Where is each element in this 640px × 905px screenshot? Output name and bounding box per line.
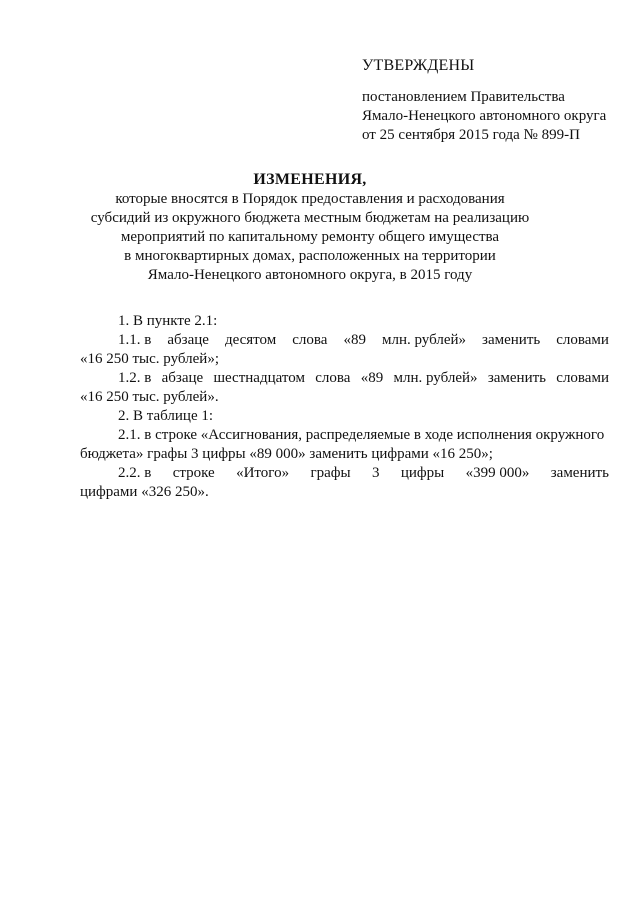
document-heading: ИЗМЕНЕНИЯ, (253, 171, 367, 188)
item-2-1-line-2: бюджета» графы 3 цифры «89 000» заменить цифрами «16 250»; (80, 446, 493, 462)
approval-title: УТВЕРЖДЕНЫ (362, 57, 475, 74)
document-subtitle (80, 190, 540, 285)
word: словами (556, 332, 609, 348)
word: графы (310, 465, 351, 481)
word: абзаце (167, 332, 209, 348)
word: 1.1. в (118, 332, 152, 348)
word: заменить (550, 465, 609, 481)
approval-line-1: постановлением Правительства (362, 89, 565, 105)
item-1-2-line-2: «16 250 тыс. рублей». (80, 389, 219, 405)
word: «89 (343, 332, 366, 348)
word: «399 000» (465, 465, 530, 481)
subtitle-line-2: субсидий из окружного бюджета местным бюджетам на реализацию (90, 210, 530, 226)
item-1-1-line-1 (80, 331, 609, 350)
word: 3 (371, 465, 380, 481)
word: млн. рублей» (381, 332, 467, 348)
subtitle-line-3: мероприятий по капитальному ремонту общего имущества (120, 229, 500, 245)
approval-block (362, 56, 632, 145)
item-2-1-line-1 (80, 426, 609, 445)
item-2-text: 2. В таблице 1: (118, 408, 214, 424)
approval-line-3: от 25 сентября 2015 года № 899-П (362, 127, 580, 143)
word: слова (292, 332, 328, 348)
word: строке (172, 465, 215, 481)
word: заменить (487, 370, 546, 386)
item-1-1-line-2: «16 250 тыс. рублей»; (80, 351, 219, 367)
word: словами (556, 370, 609, 386)
word: абзаце (161, 370, 204, 386)
word: заменить (482, 332, 541, 348)
word: млн. рублей» (393, 370, 478, 386)
document-body (80, 312, 609, 502)
item-2-1-text: 2.1. в строке «Ассигнования, распределяемые в ходе исполнения окружного (118, 427, 605, 443)
approval-line-2: Ямало-Ненецкого автономного округа (362, 108, 607, 124)
word: «89 (360, 370, 384, 386)
item-2-2-line-2: цифрами «326 250». (80, 484, 209, 500)
word: 2.2. в (118, 465, 152, 481)
item-1-text: 1. В пункте 2.1: (118, 313, 218, 329)
word: цифры (400, 465, 445, 481)
word: 1.2. в (118, 370, 152, 386)
subtitle-line-5: Ямало-Ненецкого автономного округа, в 2015 году (147, 267, 473, 283)
word: десятом (224, 332, 277, 348)
word: «Итого» (236, 465, 290, 481)
subtitle-line-1: которые вносятся в Порядок предоставления и расходования (115, 191, 505, 207)
item-2-2-line-1 (80, 464, 609, 483)
item-1 (80, 312, 609, 331)
subtitle-line-4: в многоквартирных домах, расположенных на территории (124, 248, 496, 264)
item-1-2-line-1 (80, 369, 609, 388)
word: слова (315, 370, 351, 386)
word: шестнадцатом (213, 370, 305, 386)
item-2 (80, 407, 609, 426)
